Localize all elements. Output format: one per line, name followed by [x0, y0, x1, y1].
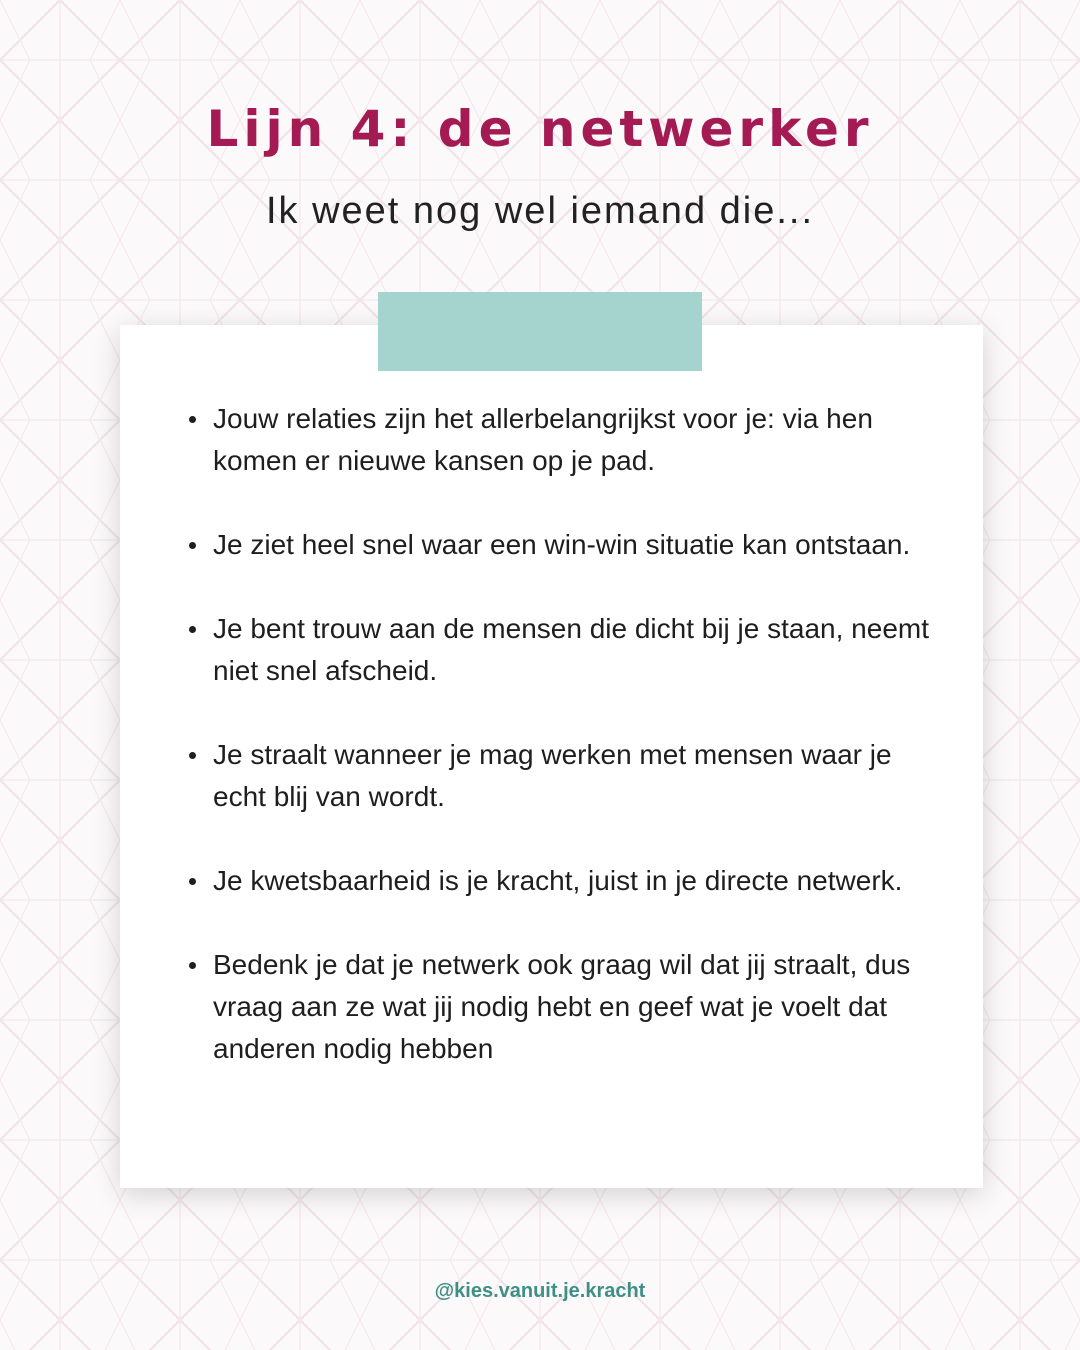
bullet-list — [213, 398, 933, 1112]
list-item: Bedenk je dat je netwerk ook graag wil dat jij straalt, dus vraag aan ze wat jij nodig hebt en geef wat je voelt dat anderen nodig hebben — [213, 944, 933, 1070]
list-item: Je kwetsbaarheid is je kracht, juist in je directe netwerk. — [213, 860, 933, 902]
tape-strip — [378, 292, 702, 371]
page-title: Lijn 4: de netwerker — [206, 100, 874, 158]
list-item: Je straalt wanneer je mag werken met mensen waar je echt blij van wordt. — [213, 734, 933, 818]
list-item: Je bent trouw aan de mensen die dicht bij je staan, neemt niet snel afscheid. — [213, 608, 933, 692]
page-subtitle: Ik weet nog wel iemand die... — [265, 190, 815, 232]
social-handle: @kies.vanuit.je.kracht — [434, 1280, 646, 1302]
list-item: Jouw relaties zijn het allerbelangrijkst voor je: via hen komen er nieuwe kansen op je pad. — [213, 398, 933, 482]
list-item: Je ziet heel snel waar een win-win situatie kan ontstaan. — [213, 524, 933, 566]
